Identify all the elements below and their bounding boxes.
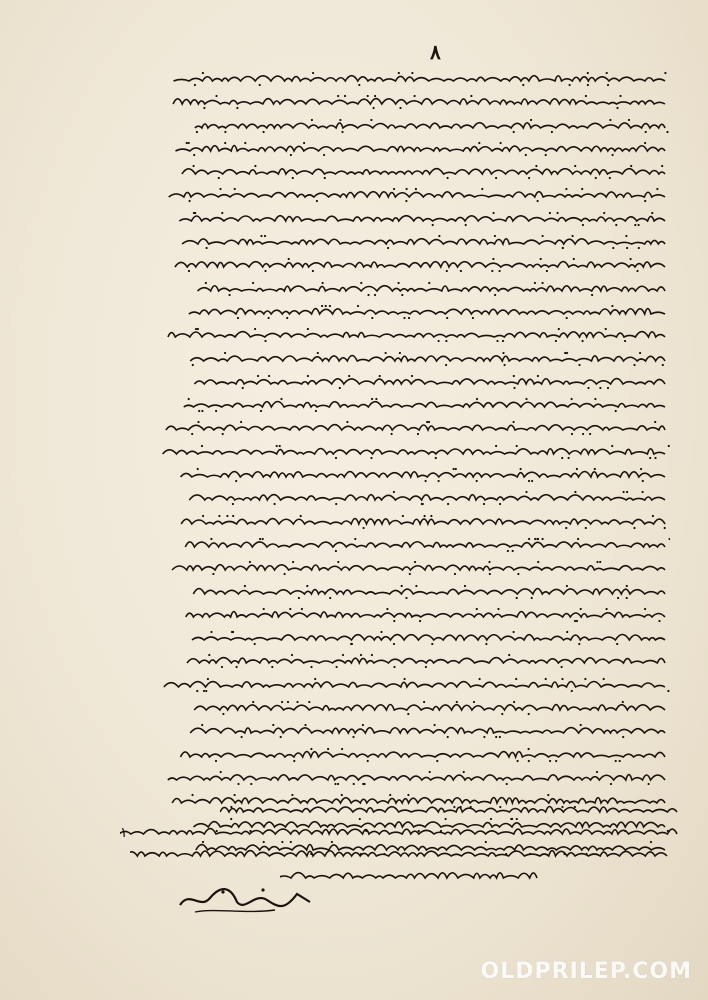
closing-line xyxy=(280,866,540,884)
manuscript-line xyxy=(150,629,670,646)
manuscript-line xyxy=(150,443,670,460)
manuscript-line xyxy=(150,256,670,273)
manuscript-line xyxy=(150,93,670,110)
manuscript-line xyxy=(150,70,670,87)
manuscript-line xyxy=(150,746,670,763)
manuscript-line xyxy=(150,676,670,693)
manuscript-line xyxy=(150,513,670,530)
watermark: OLDPRILEP.COM xyxy=(480,959,692,984)
manuscript-line xyxy=(150,466,670,483)
manuscript-line xyxy=(150,117,670,134)
manuscript-line xyxy=(150,652,670,669)
manuscript-line xyxy=(150,140,670,157)
manuscript-line xyxy=(150,536,670,553)
manuscript-line xyxy=(150,722,670,739)
manuscript-line xyxy=(150,419,670,436)
manuscript-line xyxy=(150,350,670,367)
manuscript-line xyxy=(150,559,670,576)
manuscript-line xyxy=(150,769,670,786)
handwritten-text-block xyxy=(150,70,670,830)
margin-mark: ١ xyxy=(120,825,128,841)
manuscript-line xyxy=(150,210,670,227)
manuscript-line xyxy=(150,373,670,390)
manuscript-line xyxy=(150,396,670,413)
manuscript-line xyxy=(150,163,670,180)
manuscript-line xyxy=(150,280,670,297)
manuscript-line xyxy=(150,489,670,506)
manuscript-line xyxy=(150,583,670,600)
page-number: ٨ xyxy=(430,40,441,64)
closing-line xyxy=(220,800,680,818)
signature xyxy=(175,880,315,920)
manuscript-line xyxy=(150,303,670,320)
manuscript-line xyxy=(150,699,670,716)
manuscript-line xyxy=(150,186,670,203)
closing-line xyxy=(130,844,670,862)
manuscript-line xyxy=(150,606,670,623)
closing-line xyxy=(120,822,680,840)
manuscript-line xyxy=(150,233,670,250)
manuscript-line xyxy=(150,326,670,343)
